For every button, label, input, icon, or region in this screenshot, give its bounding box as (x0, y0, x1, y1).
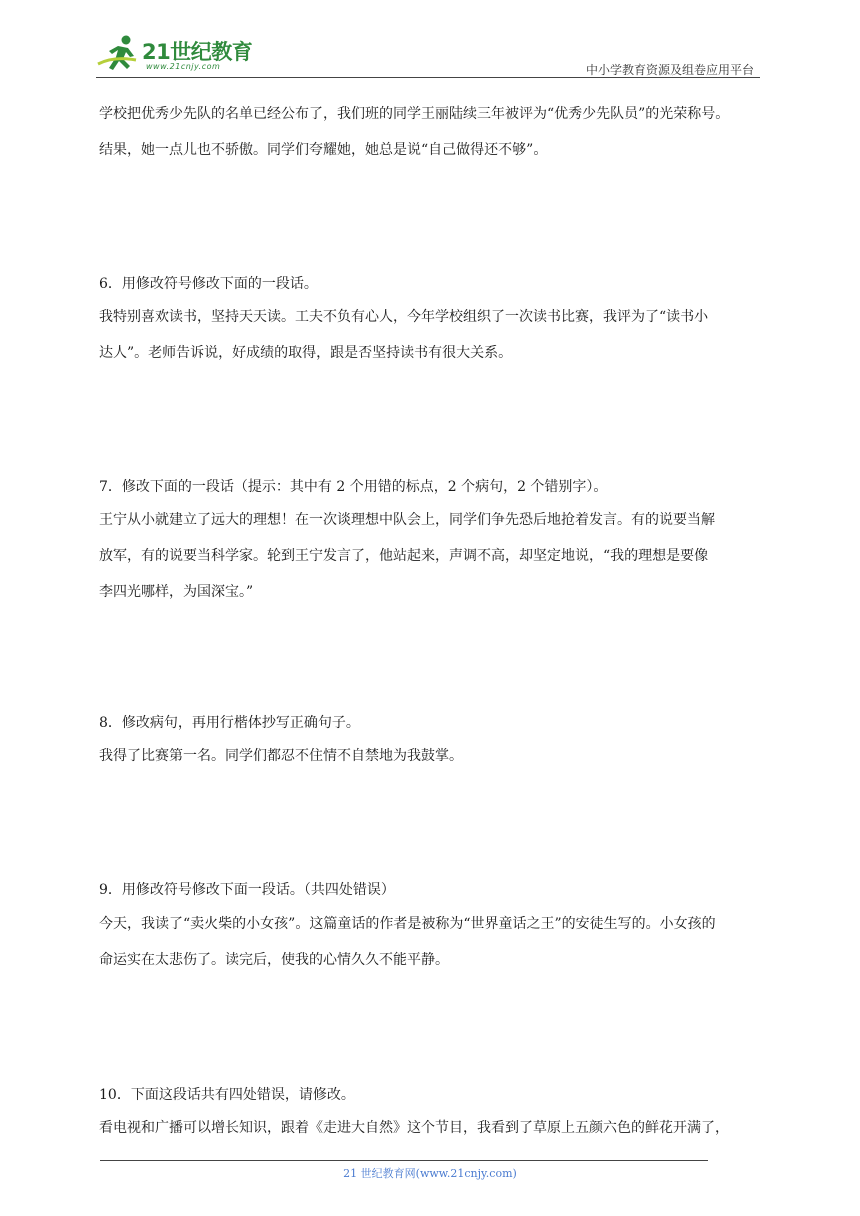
paragraph-line: 王宁从小就建立了远大的理想！在一次谈理想中队会上，同学们争先恐后地抢着发言。有的说要当解 (99, 512, 715, 528)
question-7-text (99, 502, 764, 610)
paragraph-line: 放军，有的说要当科学家。轮到王宁发言了，他站起来，声调不高，却坚定地说，“我的理想是要像 (99, 548, 709, 564)
page-header (96, 30, 760, 78)
runner-logo-icon (96, 34, 142, 74)
header-tagline: 中小学教育资源及组卷应用平台 (585, 63, 754, 77)
logo-url: www.21cnjy.com (146, 62, 221, 71)
paragraph-line: 今天，我读了“卖火柴的小女孩”。这篇童话的作者是被称为“世界童话之王”的安徒生写的。小女孩的 (99, 916, 716, 932)
footer-divider (100, 1160, 708, 1161)
question-8-title: 8．修改病句，再用行楷体抄写正确句子。 (99, 715, 360, 731)
paragraph-line: 学校把优秀少先队的名单已经公布了，我们班的同学王丽陆续三年被评为“优秀少先队员”的光荣称号。 (99, 106, 730, 122)
logo-text: 21世纪教育 (142, 40, 253, 64)
question-8-text (99, 738, 764, 774)
paragraph-line: 看电视和广播可以增长知识，跟着《走进大自然》这个节目，我看到了草原上五颜六色的鲜花开满了， (99, 1120, 729, 1136)
question-10-text (99, 1110, 764, 1146)
paragraph-line: 达人”。老师告诉说，好成绩的取得，跟是否坚持读书有很大关系。 (99, 345, 513, 361)
paragraph-line: 结果，她一点儿也不骄傲。同学们夸耀她，她总是说“自己做得还不够”。 (99, 142, 548, 158)
question-6-text (99, 299, 764, 371)
intro-paragraph (99, 96, 764, 168)
footer-text: 21 世纪教育网(www.21cnjy.com) (343, 1167, 517, 1180)
paragraph-line: 我特别喜欢读书，坚持天天读。工夫不负有心人，今年学校组织了一次读书比赛，我评为了“读书小 (99, 309, 709, 325)
paragraph-line: 命运实在太悲伤了。读完后，使我的心情久久不能平静。 (99, 952, 449, 968)
logo (96, 34, 266, 74)
header-divider (96, 77, 760, 78)
paragraph-line: 李四光哪样，为国深宝。” (99, 584, 254, 600)
question-9-title: 9．用修改符号修改下面一段话。（共四处错误） (99, 882, 395, 898)
question-6-title: 6．用修改符号修改下面的一段话。 (99, 276, 318, 292)
question-9-text (99, 906, 764, 978)
paragraph-line: 我得了比赛第一名。同学们都忍不住情不自禁地为我鼓掌。 (99, 748, 463, 764)
question-10-title: 10．下面这段话共有四处错误，请修改。 (99, 1087, 355, 1103)
question-7-title: 7．修改下面的一段话（提示：其中有 2 个用错的标点，2 个病句，2 个错别字）。 (99, 479, 608, 495)
